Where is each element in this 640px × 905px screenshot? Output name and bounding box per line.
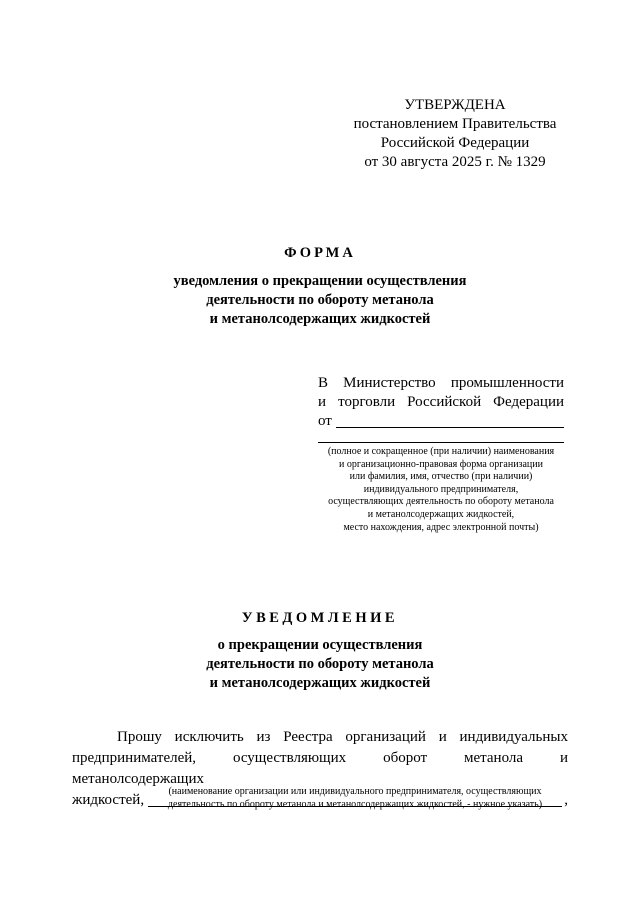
sender-fill-line[interactable]: [318, 442, 564, 443]
note-line: (полное и сокращенное (при наличии) наименования: [327, 446, 555, 457]
approval-title: УТВЕРЖДЕНА: [404, 97, 506, 113]
notice-subtitle-line: деятельности по обороту метанола: [206, 656, 434, 672]
from-fill-line[interactable]: [336, 413, 564, 428]
notice-subtitle-line: и метанолсодержащих жидкостей: [209, 675, 431, 691]
body-line-prefix: жидкостей,: [72, 792, 145, 808]
form-subtitle-line: уведомления о прекращении осуществления: [173, 273, 467, 289]
addressee-block: [318, 374, 564, 431]
note-line: осуществляющих деятельность по обороту метанола: [328, 496, 554, 508]
note-line: индивидуального предпринимателя,: [363, 483, 519, 495]
from-label: от: [318, 413, 332, 429]
approval-date: от 30 августа 2025 г. № 1329: [364, 154, 546, 170]
note-line: или фамилия, имя, отчество (при наличии): [349, 471, 533, 483]
note-line: (наименование организации или индивидуального предпринимателя, осуществляющих: [168, 786, 542, 797]
form-subtitle: [100, 272, 540, 329]
note-line: и метанолсодержащих жидкостей,: [367, 508, 515, 520]
from-row: [318, 412, 564, 431]
note-line: место нахождения, адрес электронной почты): [343, 521, 539, 533]
notice-subtitle-line: о прекращении осуществления: [217, 637, 423, 653]
note-line: и организационно-правовая форма организации: [338, 458, 543, 470]
approval-decree: постановлением Правительства: [353, 116, 557, 132]
sender-note: [310, 446, 572, 534]
body-line-suffix: ,: [564, 792, 568, 808]
notice-title: УВЕДОМЛЕНИЕ: [241, 610, 399, 626]
approval-stamp: [330, 96, 580, 172]
form-subtitle-line: и метанолсодержащих жидкостей: [209, 311, 431, 327]
notice-subtitle: [100, 636, 540, 693]
form-subtitle-line: деятельности по обороту метанола: [206, 292, 434, 308]
organization-note: [140, 785, 570, 811]
body-line: предпринимателей, осуществляющих оборот метанола и метанолсодержащих: [72, 750, 568, 787]
addressee-line: и торговли Российской Федерации: [318, 394, 564, 410]
addressee-line: В Министерство промышленности: [318, 375, 564, 391]
body-line: Прошу исключить из Реестра организаций и индивидуальных: [117, 729, 568, 745]
note-line: деятельность по обороту метанола и метанолсодержащих жидкостей, - нужное указать): [167, 799, 543, 810]
approval-authority: Российской Федерации: [380, 135, 530, 151]
form-title: ФОРМА: [284, 245, 356, 261]
